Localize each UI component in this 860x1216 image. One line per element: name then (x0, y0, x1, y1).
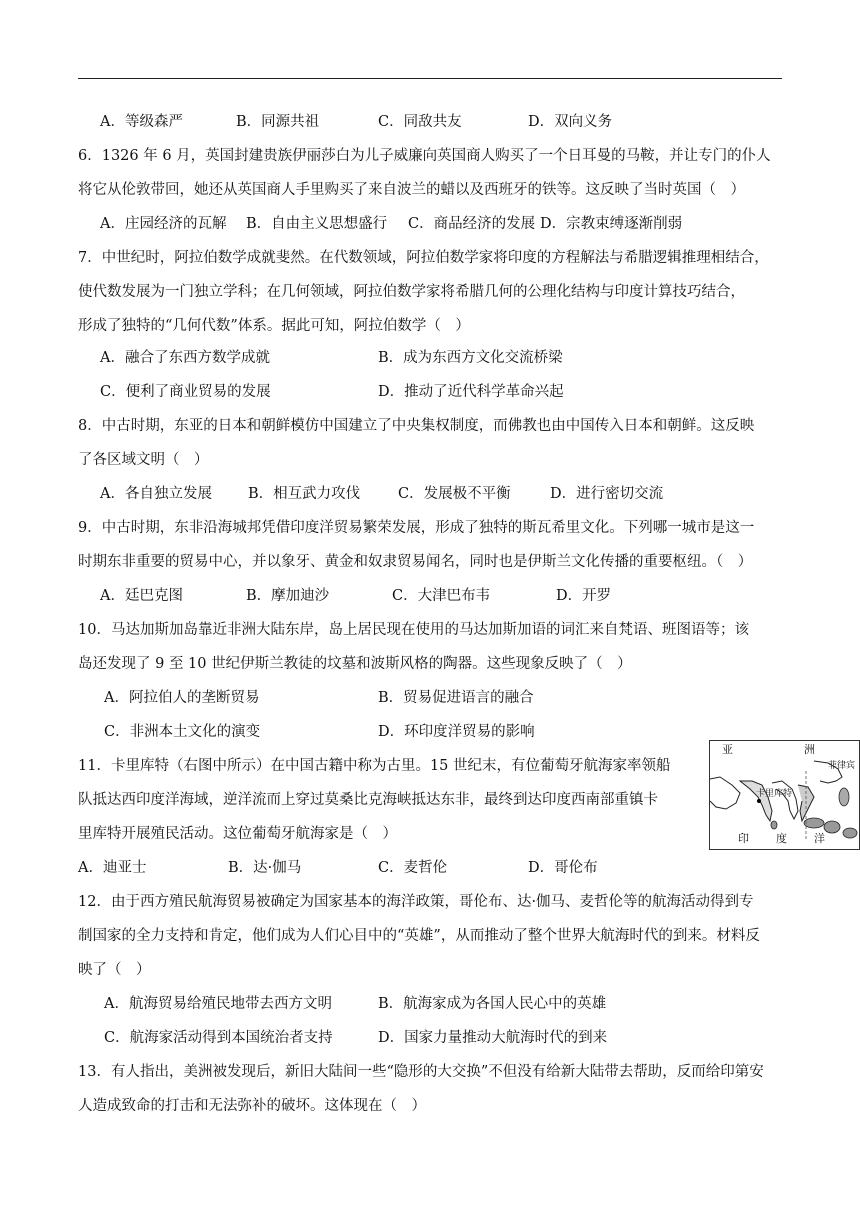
map-label-yin: 印 (738, 832, 749, 845)
map-label-philippines: 菲律宾 (828, 761, 856, 771)
q6-option-a[interactable]: A．庄园经济的瓦解 (100, 216, 227, 232)
q9-option-a[interactable]: A．廷巴克图 (100, 588, 183, 604)
q8-option-b[interactable]: B．相互武力攻伐 (248, 486, 361, 502)
map-label-du: 度 (776, 832, 787, 845)
q7-option-c[interactable]: C．便利了商业贸易的发展 (100, 384, 271, 400)
q5-option-b[interactable]: B．同源共祖 (236, 114, 320, 130)
q10-option-c[interactable]: C．非洲本土文化的演变 (104, 724, 261, 740)
q11-option-a[interactable]: A．迪亚士 (78, 860, 147, 876)
q11-stem-line-3: 里库特开展殖民活动。这位葡萄牙航海家是（ ） (78, 826, 397, 842)
q12-stem-line-1: 12．由于西方殖民航海贸易被确定为国家基本的海洋政策，哥伦布、达·伽马、麦哲伦等的航海活动得到专 (78, 894, 754, 910)
q8-option-c[interactable]: C．发展极不平衡 (398, 486, 511, 502)
q5-option-a[interactable]: A．等级森严 (100, 114, 183, 130)
q7-stem-line-1: 7．中世纪时，阿拉伯数学成就斐然。在代数领域，阿拉伯数学家将印度的方程解法与希腊逻辑推理相结合， (78, 250, 769, 266)
q7-stem-line-2: 使代数发展为一门独立学科；在几何领域，阿拉伯数学家将希腊几何的公理化结构与印度计算技巧结合， (78, 284, 745, 300)
q12-option-a[interactable]: A．航海贸易给殖民地带去西方文明 (104, 996, 332, 1012)
q8-option-a[interactable]: A．各自独立发展 (100, 486, 212, 502)
q5-option-d[interactable]: D．双向义务 (528, 114, 613, 130)
q11-stem-line-2: 队抵达西印度洋海域，逆洋流而上穿过莫桑比克海峡抵达东非，最终到达印度西南部重镇卡 (78, 792, 658, 808)
q6-stem-line-1: 6．1326 年 6 月，英国封建贵族伊丽莎白为儿子威廉向英国商人购买了一个日耳曼的马鞍，并让专门的仆人 (78, 148, 771, 164)
q9-option-c[interactable]: C．大津巴布韦 (392, 588, 491, 604)
q12-option-d[interactable]: D．国家力量推动大航海时代的到来 (378, 1030, 608, 1046)
q13-stem-line-1: 13．有人指出，美洲被发现后，新旧大陆间一些“隐形的大交换”不但没有给新大陆带去帮助，反而给印第安 (78, 1064, 764, 1080)
q8-option-d[interactable]: D．进行密切交流 (550, 486, 664, 502)
q10-option-b[interactable]: B．贸易促进语言的融合 (378, 690, 534, 706)
calicut-marker (757, 799, 761, 803)
map-label-ya: 亚 (722, 743, 733, 756)
q11-option-d[interactable]: D．哥伦布 (528, 860, 598, 876)
q6-option-d[interactable]: D．宗教束缚逐渐削弱 (540, 216, 683, 232)
map-label-yang: 洋 (814, 832, 825, 845)
q12-stem-line-2: 制国家的全力支持和肯定，他们成为人们心目中的“英雄”，从而推动了整个世界大航海时代的到来。材料反 (78, 928, 760, 944)
q9-stem-line-1: 9．中古时期，东非沿海城邦凭借印度洋贸易繁荣发展，形成了独特的斯瓦希里文化。下列哪一城市是这一 (78, 520, 755, 536)
q13-stem-line-2: 人造成致命的打击和无法弥补的破坏。这体现在（ ） (78, 1098, 426, 1114)
q12-option-c[interactable]: C．航海家活动得到本国统治者支持 (104, 1030, 333, 1046)
q11-option-b[interactable]: B．达·伽马 (228, 860, 302, 876)
q9-option-d[interactable]: D．开罗 (556, 588, 612, 604)
q11-stem-line-1: 11．卡里库特（右图中所示）在中国古籍中称为古里。15 世纪末，有位葡萄牙航海家率领船 (78, 758, 671, 774)
header-rule (78, 78, 782, 79)
q6-option-b[interactable]: B．自由主义思想盛行 (246, 216, 388, 232)
map-label-zhou: 洲 (804, 743, 815, 756)
q9-stem-line-2: 时期东非重要的贸易中心，并以象牙、黄金和奴隶贸易闻名，同时也是伊斯兰文化传播的重要枢纽。（ ） (78, 554, 753, 570)
q7-option-b[interactable]: B．成为东西方文化交流桥梁 (378, 350, 563, 366)
calicut-map (709, 740, 860, 850)
q7-stem-line-3: 形成了独特的“几何代数”体系。据此可知，阿拉伯数学（ ） (78, 318, 470, 334)
q6-stem-line-2: 将它从伦敦带回，她还从英国商人手里购买了来自波兰的蜡以及西班牙的铁等。这反映了当时英国（ ） (78, 182, 745, 198)
q6-option-c[interactable]: C．商品经济的发展 (408, 216, 536, 232)
q12-option-b[interactable]: B．航海家成为各国人民心中的英雄 (378, 996, 607, 1012)
q7-option-a[interactable]: A．融合了东西方数学成就 (100, 350, 270, 366)
map-label-calicut: 卡里库特 (756, 789, 793, 799)
q12-stem-line-3: 映了（ ） (78, 962, 151, 978)
q5-option-c[interactable]: C．同敌共友 (378, 114, 462, 130)
q10-stem-line-1: 10．马达加斯加岛靠近非洲大陆东岸，岛上居民现在使用的马达加斯加语的词汇来自梵语、班图语等；该 (78, 622, 749, 638)
q11-option-c[interactable]: C．麦哲伦 (378, 860, 448, 876)
q8-stem-line-1: 8．中古时期，东亚的日本和朝鲜模仿中国建立了中央集权制度，而佛教也由中国传入日本和朝鲜。这反映 (78, 418, 755, 434)
q7-option-d[interactable]: D．推动了近代科学革命兴起 (378, 384, 564, 400)
q9-option-b[interactable]: B．摩加迪沙 (246, 588, 330, 604)
q10-stem-line-2: 岛还发现了 9 至 10 世纪伊斯兰教徒的坟墓和波斯风格的陶器。这些现象反映了（ ） (78, 656, 632, 672)
q8-stem-line-2: 了各区域文明（ ） (78, 452, 209, 468)
q10-option-a[interactable]: A．阿拉伯人的垄断贸易 (104, 690, 260, 706)
q10-option-d[interactable]: D．环印度洋贸易的影响 (378, 724, 535, 740)
